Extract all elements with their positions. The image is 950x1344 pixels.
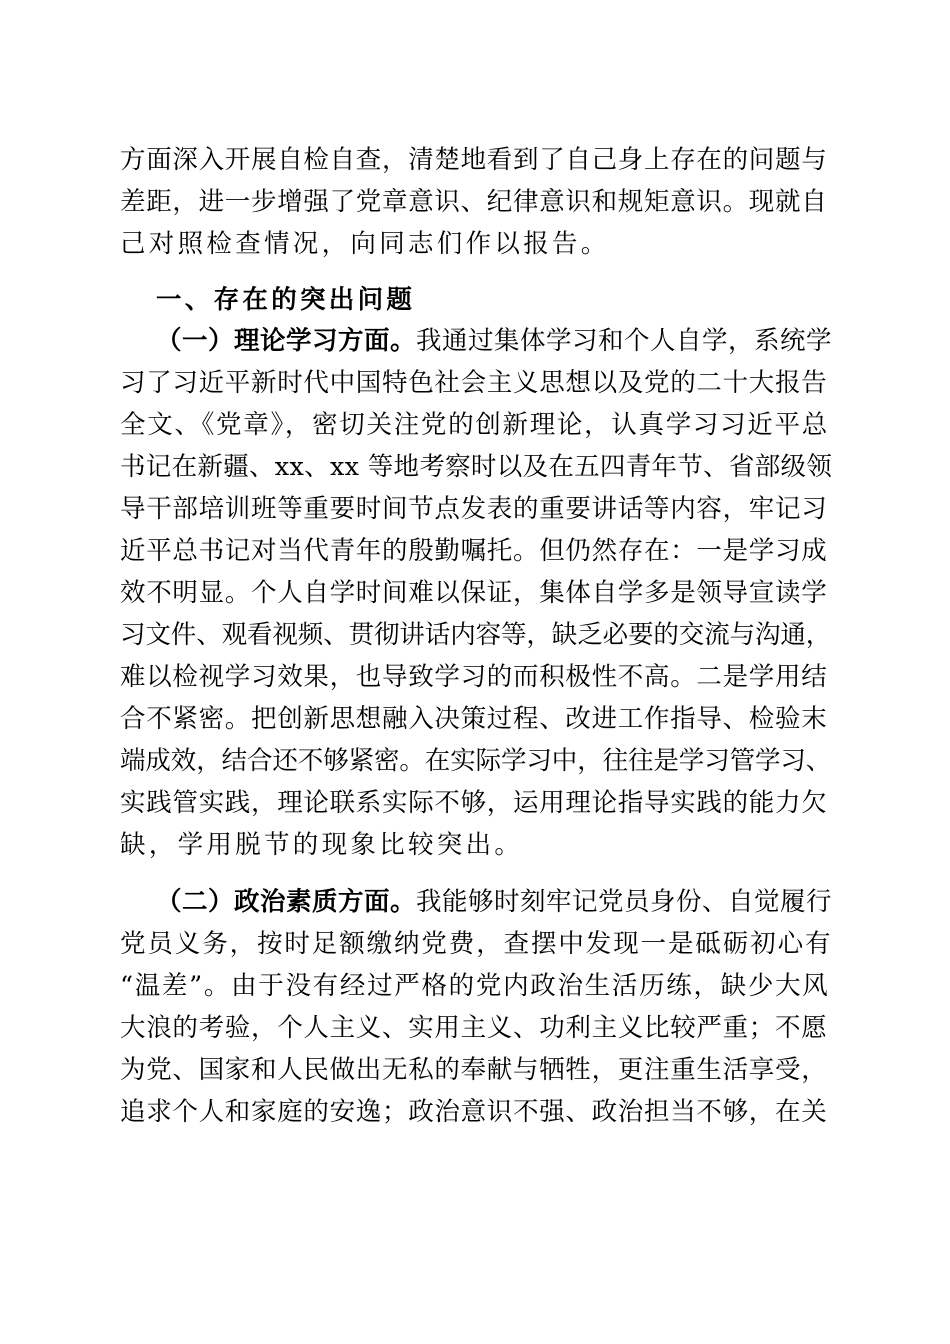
item1-label: （一）理论学习方面。 — [156, 326, 417, 356]
item1-line-3: 全文、《党章》，密切关注党的创新理论，认真学习习近平总 — [120, 410, 829, 440]
item1-line-4: 书记在新疆、xx、xx 等地考察时以及在五四青年节、省部级领 — [120, 452, 833, 482]
item1-first-line — [156, 321, 832, 361]
item1-line-8: 习文件、观看视频、贯彻讲话内容等，缺乏必要的交流与沟通， — [120, 620, 832, 650]
item1-line-13: 缺，学用脱节的现象比较突出。 — [120, 830, 524, 860]
item1-line-9: 难以检视学习效果，也导致学习的而积极性不高。二是学用结 — [120, 662, 828, 692]
item2-label: （二）政治素质方面。 — [156, 887, 417, 917]
item1-line-7: 效不明显。个人自学时间难以保证，集体自学多是领导宣读学 — [120, 578, 828, 608]
intro-line-1: 方面深入开展自检自查，清楚地看到了自己身上存在的问题与 — [120, 145, 828, 175]
item1-line-10: 合不紧密。把创新思想融入决策过程、改进工作指导、检验末 — [120, 704, 828, 734]
item2-line-3: “温差”。由于没有经过严格的党内政治生活历练，缺少大风 — [120, 971, 830, 1001]
item2-first-line-text: 我能够时刻牢记党员身份、自觉履行 — [416, 887, 833, 917]
item2-line-4: 大浪的考验，个人主义、实用主义、功利主义比较严重；不愿 — [120, 1013, 828, 1043]
item2-first-line — [156, 882, 832, 922]
item1-first-line-text: 我通过集体学习和个人自学，系统学 — [416, 326, 833, 356]
item2-line-5: 为党、国家和人民做出无私的奉献与牺牲，更注重生活享受， — [120, 1055, 828, 1085]
item1-line-12: 实践管实践，理论联系实际不够，运用理论指导实践的能力欠 — [120, 788, 828, 818]
section-heading: 一、存在的突出问题 — [156, 285, 416, 315]
item1-line-11: 端成效，结合还不够紧密。在实际学习中，往往是学习管学习、 — [120, 746, 832, 776]
item1-line-5: 导干部培训班等重要时间节点发表的重要讲话等内容，牢记习 — [120, 494, 828, 524]
intro-line-2: 差距，进一步增强了党章意识、纪律意识和规矩意识。现就自 — [120, 187, 828, 217]
item2-line-2: 党员义务，按时足额缴纳党费，查摆中发现一是砥砺初心有 — [120, 929, 833, 959]
item2-line-6: 追求个人和家庭的安逸；政治意识不强、政治担当不够，在关 — [120, 1097, 828, 1127]
intro-line-3: 己对照检查情况，向同志们作以报告。 — [120, 229, 610, 259]
item1-line-2: 习了习近平新时代中国特色社会主义思想以及党的二十大报告 — [120, 368, 828, 398]
item1-line-6: 近平总书记对当代青年的殷勤嘱托。但仍然存在：一是学习成 — [120, 536, 828, 566]
